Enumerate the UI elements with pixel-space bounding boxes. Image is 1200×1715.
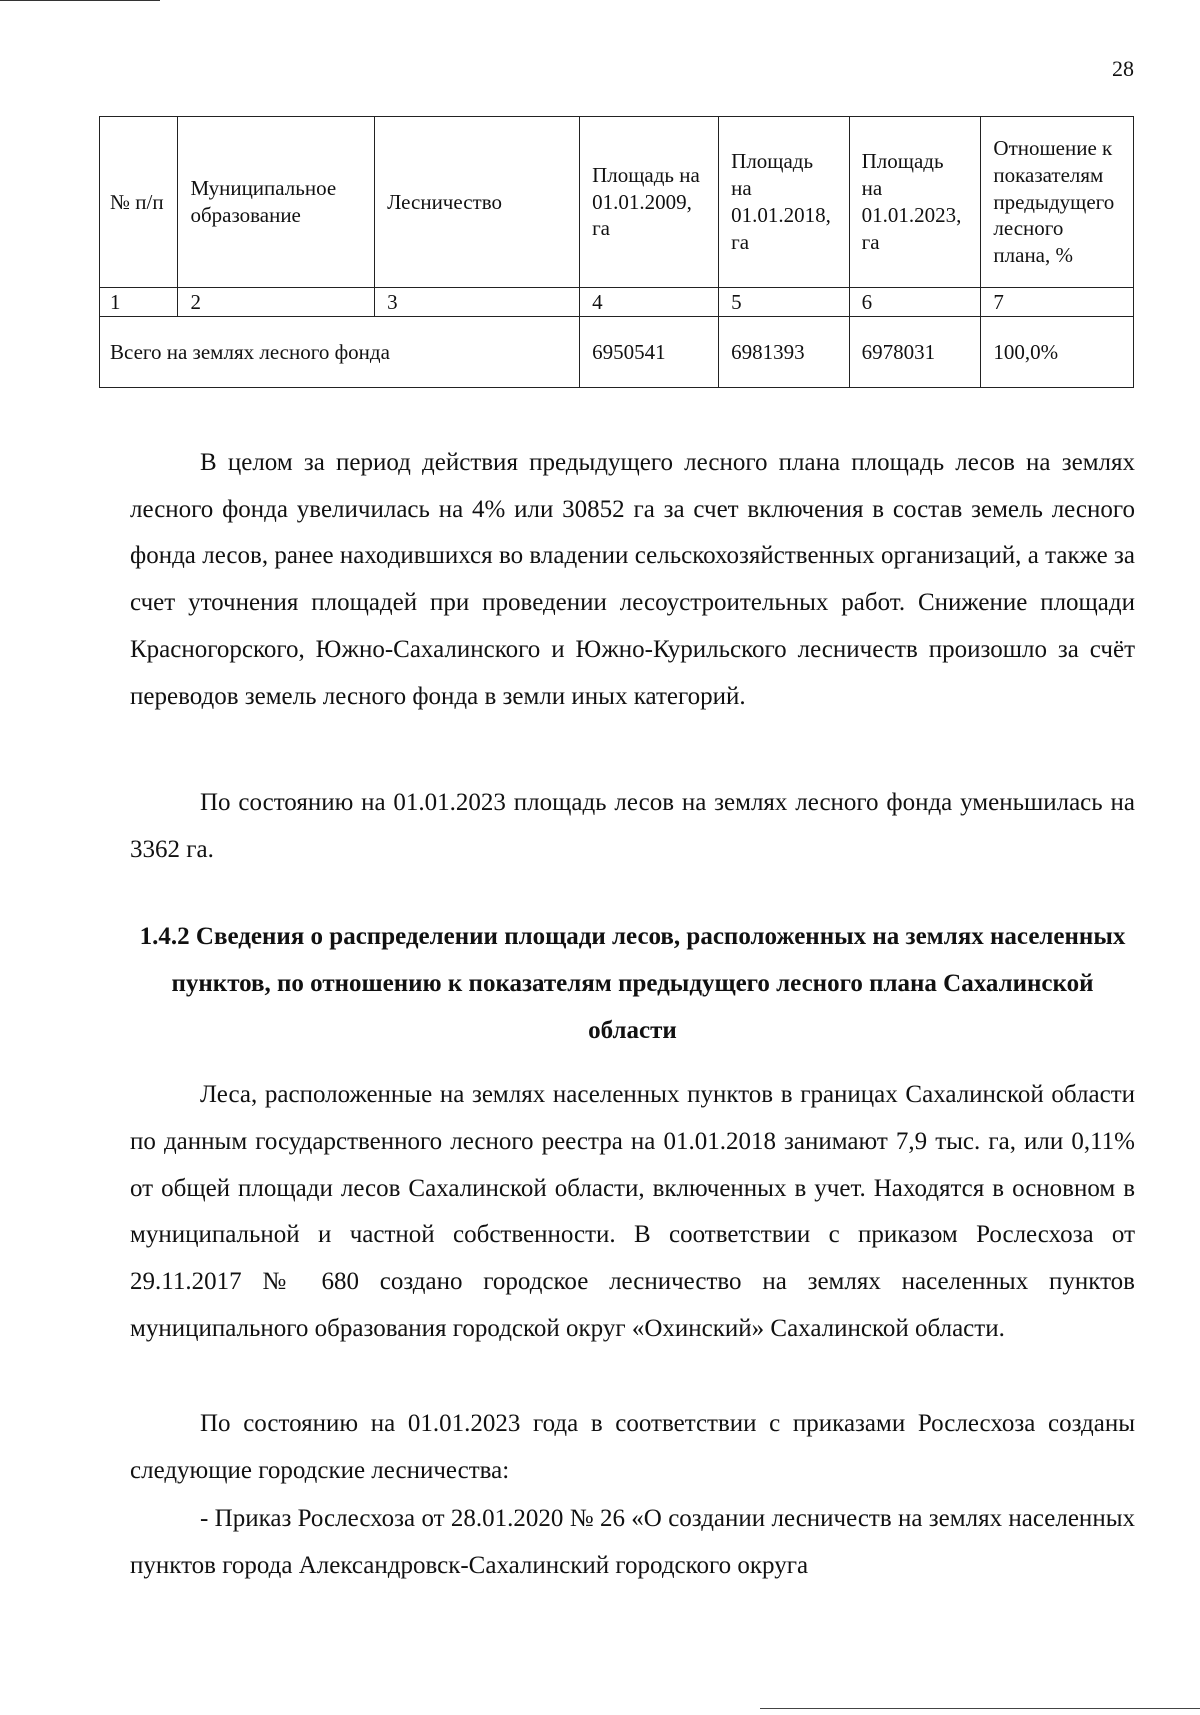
total-row	[100, 317, 1134, 388]
column-number: 4	[580, 288, 719, 317]
total-area-2009: 6950541	[580, 317, 719, 388]
scan-edge-line	[0, 0, 160, 1]
header-ratio: Отношение к показателям предыдущего лесного плана, %	[981, 117, 1134, 288]
header-forestry: Лесничество	[375, 117, 580, 288]
page-number: 28	[1112, 56, 1134, 81]
header-area-2018: Площадь на 01.01.2018, га	[719, 117, 849, 288]
total-area-2018: 6981393	[719, 317, 849, 388]
header-area-2023: Площадь на 01.01.2023, га	[849, 117, 981, 288]
total-area-2023: 6978031	[849, 317, 981, 388]
column-number: 3	[375, 288, 580, 317]
header-index: № п/п	[100, 117, 178, 288]
paragraph-area-decrease: По состоянию на 01.01.2023 площадь лесов на землях лесного фонда уменьшилась на 3362 га.	[130, 789, 1135, 863]
paragraph-settlement-forests: Леса, расположенные на землях населенных пунктов в границах Сахалинской области по данным государственного лесного реестра на 01.01.2018 занимают 7,9 тыс. га, или 0,11% от общей площади лесов Сахалинской области, включенных в учет. Находятся в основном в муниципальной и частной собственности. В соответствии с приказом Рослесхоза от 29.11.2017 № 680 создано городское лесничество на землях населенных пунктов муниципального образования городской округ «Охинский» Сахалинской области.	[130, 1081, 1135, 1342]
paragraph-city-forestries: По состоянию на 01.01.2023 года в соответствии с приказами Рослесхоза созданы следующие городские лесничества:	[130, 1410, 1135, 1484]
table-header-row	[100, 117, 1134, 288]
total-ratio: 100,0%	[981, 317, 1134, 388]
column-number: 2	[178, 288, 375, 317]
column-number: 5	[719, 288, 849, 317]
scan-edge-line	[760, 1708, 1200, 1709]
paragraph-area-change: В целом за период действия предыдущего лесного плана площадь лесов на землях лесного фонда увеличилась на 4% или 30852 га за счет включения в состав земель лесного фонда лесов, ранее находившихся во владении сельскохозяйственных организаций, а также за счет уточнения площадей при проведении лесоустроительных работ. Снижение площади Красногорского, Южно-Сахалинского и Южно-Курильского лесничеств произошло за счёт переводов земель лесного фонда в земли иных категорий.	[130, 449, 1135, 710]
forest-area-table	[99, 116, 1134, 388]
section-heading: 1.4.2 Сведения о распределении площади лесов, расположенных на землях населенных пунктов, по отношению к показателям предыдущего лесного плана Сахалинской области	[139, 923, 1126, 1044]
column-number: 7	[981, 288, 1134, 317]
column-number: 1	[100, 288, 178, 317]
column-number: 6	[849, 288, 981, 317]
column-number-row	[100, 288, 1134, 317]
header-municipality: Муниципальное образование	[178, 117, 375, 288]
total-label: Всего на землях лесного фонда	[100, 317, 580, 388]
header-area-2009: Площадь на 01.01.2009, га	[580, 117, 719, 288]
paragraph-order-item: - Приказ Рослесхоза от 28.01.2020 № 26 «О создании лесничеств на землях населенных пунктов города Александровск-Сахалинский городского округа	[130, 1505, 1135, 1579]
